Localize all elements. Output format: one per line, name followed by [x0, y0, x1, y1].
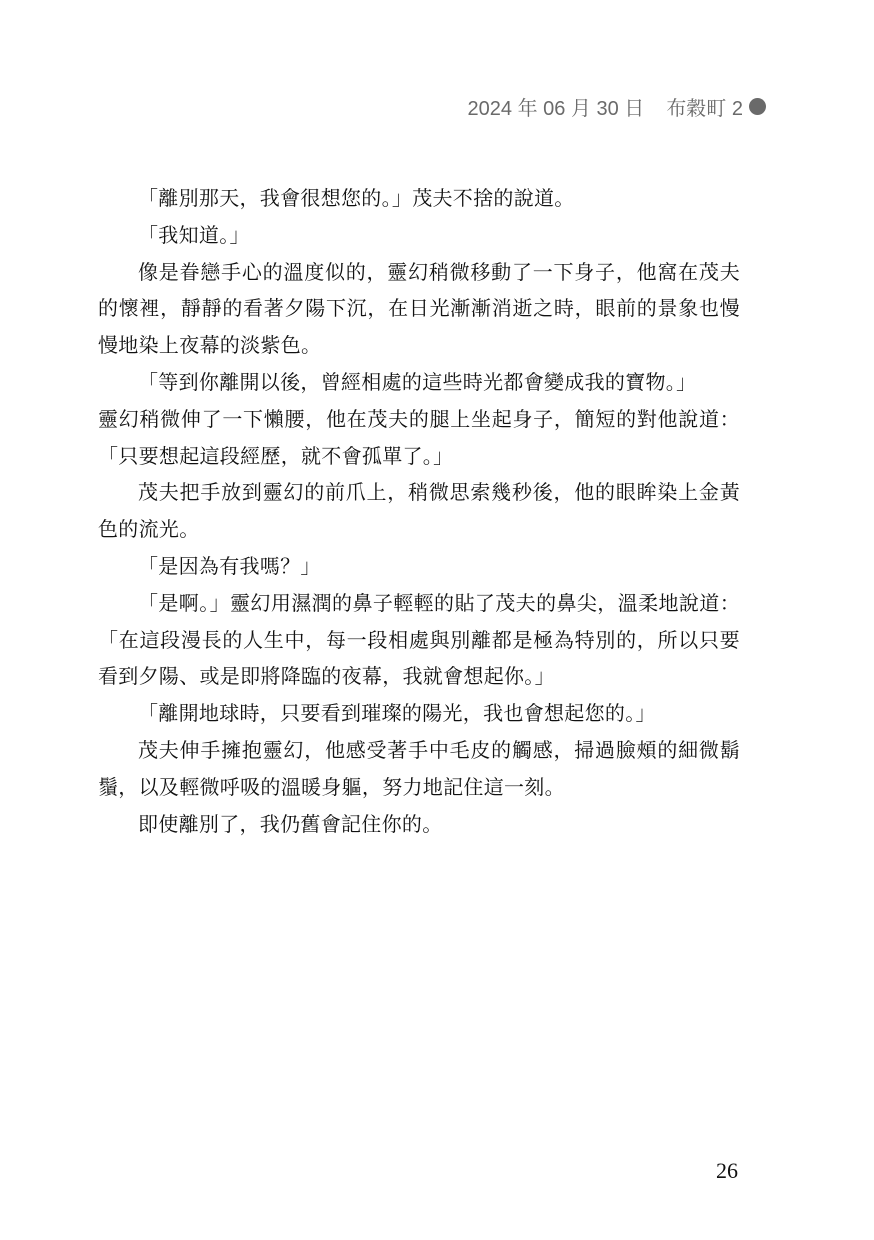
running-header — [468, 92, 766, 121]
paragraph: 「離別那天，我會很想您的。」茂夫不捨的說道。 — [138, 186, 575, 210]
page-body — [98, 180, 740, 842]
paragraph: 茂夫把手放到靈幻的前爪上，稍微思索幾秒後，他的眼眸染上金黃色的流光。 — [98, 480, 740, 542]
page-number: 26 — [716, 1158, 738, 1183]
header-date: 2024 年 06 月 30 日 — [467, 98, 645, 120]
paragraph: 「離開地球時，只要看到璀璨的陽光，我也會想起您的。」 — [138, 701, 656, 726]
paragraph: 「是因為有我嗎？」 — [138, 553, 321, 578]
filled-circle-icon — [749, 98, 766, 115]
paragraph: 即使離別了，我仍舊會記住你的。 — [138, 811, 443, 836]
paragraph: 像是眷戀手心的溫度似的，靈幻稍微移動了一下身子，他窩在茂夫的懷裡，靜靜的看著夕陽下沉，在日光漸漸消逝之時，眼前的景象也慢慢地染上夜幕的淡紫色。 — [98, 259, 740, 358]
header-title: 布穀町 2 — [666, 98, 743, 120]
paragraph: 靈幻稍微伸了一下懶腰，他在茂夫的腿上坐起身子，簡短的對他說道：「只要想起這段經歷，就不會孤單了。」 — [98, 406, 740, 468]
paragraph: 「等到你離開以後，曾經相處的這些時光都會變成我的寶物。」 — [138, 369, 697, 394]
paragraph: 「我知道。」 — [138, 222, 250, 247]
paragraph: 「是啊。」靈幻用濕潤的鼻子輕輕的貼了茂夫的鼻尖，溫柔地說道：「在這段漫長的人生中，每一段相處與別離都是極為特別的，所以只要看到夕陽、或是即將降臨的夜幕，我就會想起你。」 — [98, 590, 740, 689]
paragraph: 茂夫伸手擁抱靈幻，他感受著手中毛皮的觸感，掃過臉頰的細微鬍鬚，以及輕微呼吸的溫暖身軀，努力地記住這一刻。 — [98, 737, 740, 799]
